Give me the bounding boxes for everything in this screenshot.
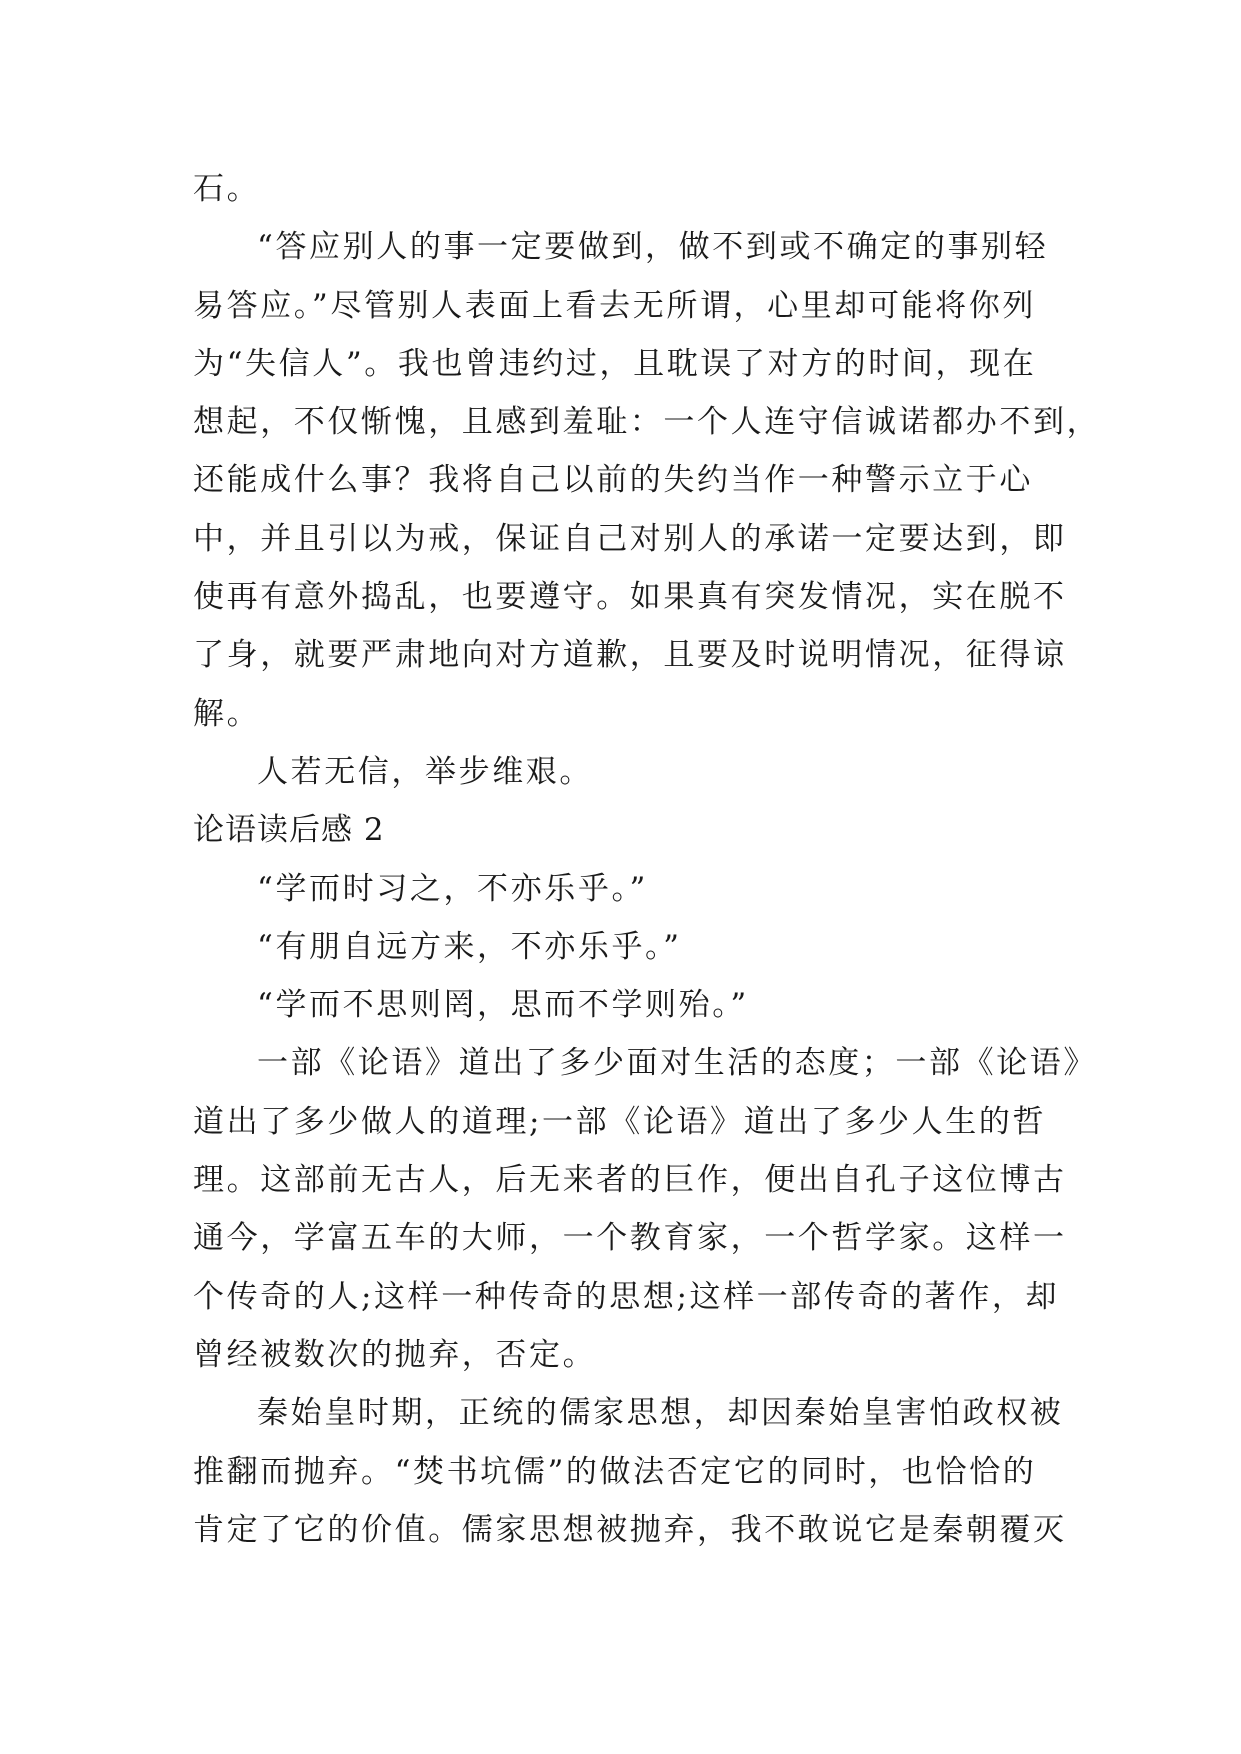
- text-line: 石。: [193, 171, 261, 207]
- text-line: 曾经被数次的抛弃，否定。: [193, 1336, 597, 1373]
- text-line: 想起，不仅惭愧，且感到羞耻：一个人连守信诚诺都办不到，: [193, 404, 1101, 441]
- text-line: 易答应。”尽管别人表面上看去无所谓，心里却可能将你列: [193, 287, 1036, 324]
- text-line: 通今，学富五车的大师，一个教育家，一个哲学家。这样一: [193, 1220, 1067, 1257]
- text-line: 解。: [193, 695, 261, 732]
- text-line: 中，并且引以为戒，保证自己对别人的承诺一定要达到，即: [193, 520, 1067, 557]
- text-line: 道出了多少做人的道理;一部《论语》道出了多少人生的哲: [193, 1103, 1047, 1140]
- text-line: 个传奇的人;这样一种传奇的思想;这样一部传奇的著作，却: [193, 1278, 1060, 1315]
- text-line: 肯定了它的价值。儒家思想被抛弃，我不敢说它是秦朝覆灭: [193, 1511, 1067, 1548]
- body-text: [193, 160, 1101, 1559]
- text-line: 为“失信人”。我也曾违约过，且耽误了对方的时间，现在: [193, 345, 1037, 382]
- text-line: 还能成什么事？我将自己以前的失约当作一种警示立于心: [193, 462, 1033, 499]
- text-line: 理。这部前无古人，后无来者的巨作，便出自孔子这位博古: [193, 1162, 1067, 1199]
- text-line: 使再有意外捣乱，也要遵守。如果真有突发情况，实在脱不: [193, 579, 1067, 616]
- paragraph-start-line: 一部《论语》道出了多少面对生活的态度；一部《论语》: [257, 1045, 1097, 1082]
- text-line: 推翻而抛弃。“焚书坑儒”的做法否定它的同时，也恰恰的: [193, 1453, 1037, 1490]
- paragraph-start-line: “答应别人的事一定要做到，做不到或不确定的事别轻: [257, 229, 1049, 266]
- quote-line: “学而不思则罔，思而不学则殆。”: [257, 987, 749, 1024]
- paragraph-start-line: 秦始皇时期，正统的儒家思想，却因秦始皇害怕政权被: [257, 1395, 1064, 1432]
- section-heading: 论语读后感 2: [193, 812, 385, 849]
- paragraph-start-line: 人若无信，举步维艰。: [257, 753, 593, 790]
- quote-line: “学而时习之，不亦乐乎。”: [257, 870, 648, 907]
- quote-line: “有朋自远方来，不亦乐乎。”: [257, 928, 682, 965]
- text-line: 了身，就要严肃地向对方道歉，且要及时说明情况，征得谅: [193, 637, 1067, 674]
